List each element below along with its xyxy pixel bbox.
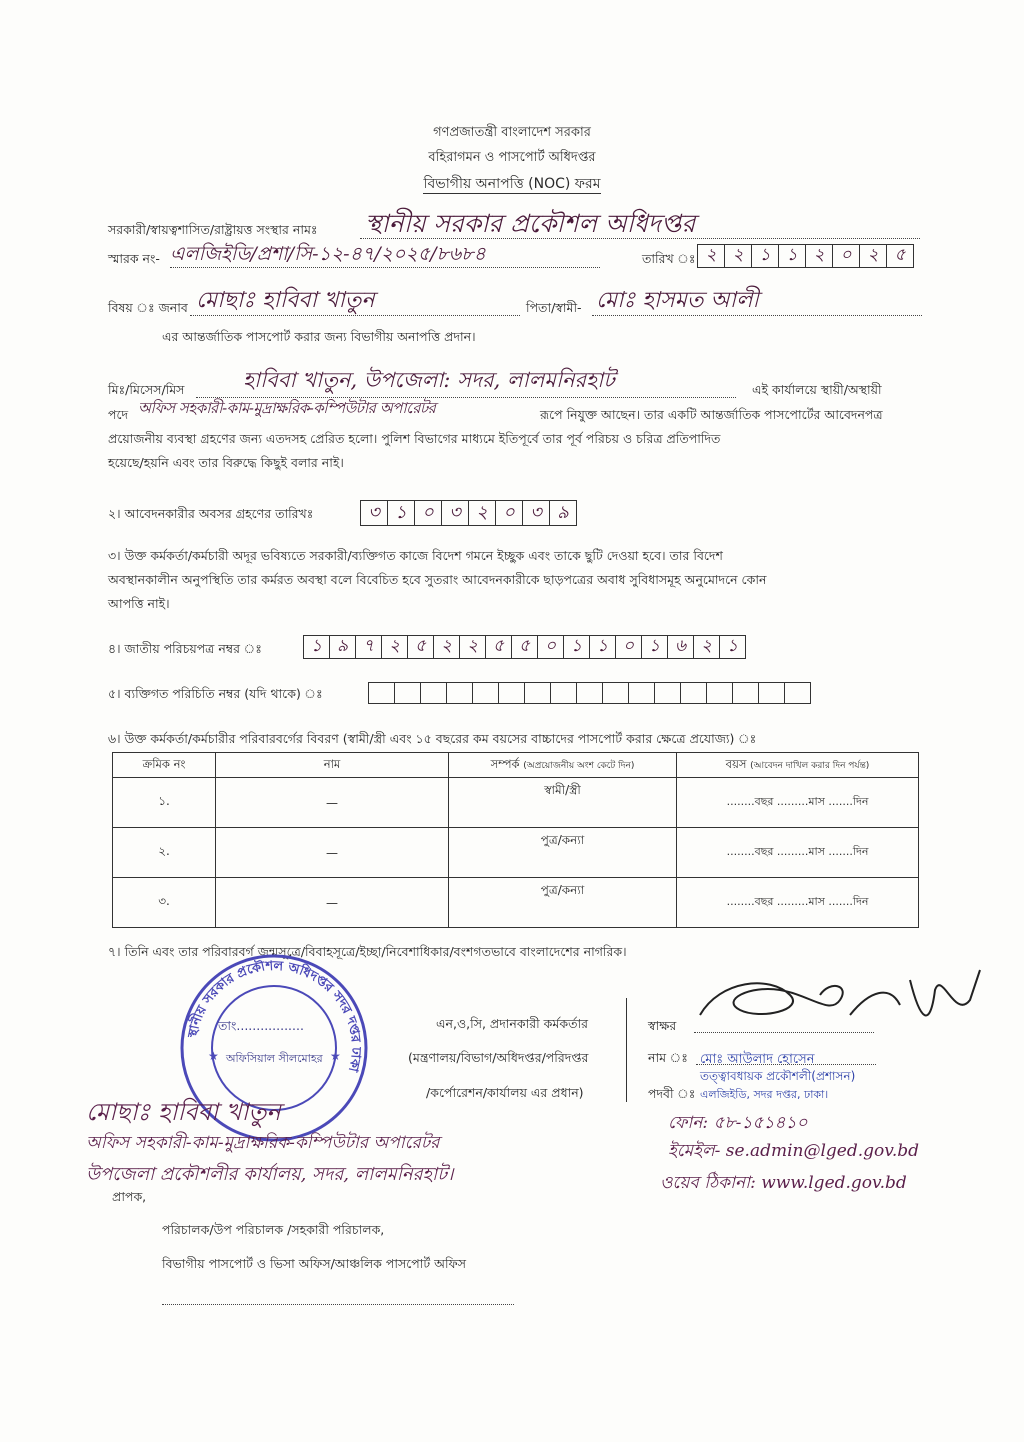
digit-box — [499, 682, 525, 704]
subject-underline — [190, 315, 520, 316]
digit-box — [525, 682, 551, 704]
digit-box — [473, 682, 499, 704]
svg-text:★: ★ — [330, 1049, 341, 1063]
hw-recipient-post: অফিস সহকারী-কাম-মুদ্রাক্ষরিক-কম্পিউটার অপারেটর — [86, 1133, 440, 1153]
contact-email: ইমেইল- se.admin@lged.gov.bd — [668, 1141, 920, 1161]
hw-recipient-name: মোছাঃ হাবিবা খাতুন — [86, 1098, 281, 1126]
digit-box: ১ — [564, 635, 590, 659]
para1-prefix: মিঃ/মিসেস/মিস — [108, 382, 185, 397]
date-boxes — [697, 244, 914, 268]
row-serial: ১. — [113, 778, 216, 828]
digit-box: ৫ — [887, 244, 914, 268]
row-serial: ৩. — [113, 878, 216, 928]
family-label: ৬। উক্ত কর্মকর্তা/কর্মচারীর পরিবারবর্গের বিবরণ (স্বামী/স্ত্রী এবং ১৫ বছরের কম বয়সের বাচ্চাদের পাসপোর্ট করার ক্ষেত্রে প্রযোজ্য) ঃ — [108, 731, 757, 746]
digit-box: ৯ — [330, 635, 356, 659]
header-department: বহিরাগমন ও পাসপোর্ট অধিদপ্তর — [428, 150, 596, 165]
digit-box — [733, 682, 759, 704]
digit-box: ০ — [538, 635, 564, 659]
citizenship-line: ৭। তিনি এবং তার পরিবারবর্গ জন্মসূত্রে/বিবাহসূত্রে/ইচ্ছা/নিবেশাধিকার/বংশগতভাবে বাংলাদেশের নাগরিক। — [108, 944, 627, 959]
relation-value: মোঃ হাসমত আলী — [596, 288, 759, 313]
row-relation: স্বামী/স্ত্রী — [449, 778, 677, 828]
row-age: ........বছর .........মাস .......দিন — [677, 878, 919, 928]
authority-line1: এন,ও,সি, প্রদানকারী কর্মকর্তার — [436, 1016, 588, 1031]
org-value: স্থানীয় সরকার প্রকৌশল অধিদপ্তর — [365, 209, 696, 238]
recipient-line2: বিভাগীয় পাসপোর্ট ও ভিসা অফিস/আঞ্চলিক পাসপোর্ট অফিস — [162, 1256, 466, 1271]
contact-phone: ফোন: ৫৮-১৫১৪১০ — [668, 1113, 808, 1133]
para1-hw-post: অফিস সহকারী-কাম-মুদ্রাক্ষরিক-কম্পিউটার অপারেটর — [138, 399, 436, 417]
digit-box: ৭ — [356, 635, 382, 659]
retirement-label: ২। আবেদনকারীর অবসর গ্রহণের তারিখঃ — [108, 506, 314, 521]
digit-box: ৩ — [442, 500, 469, 526]
digit-box — [785, 682, 811, 704]
para1-line2-prefix: পদে — [108, 407, 129, 422]
digit-box: ১ — [752, 244, 779, 268]
digit-box: ০ — [415, 500, 442, 526]
relation-underline — [592, 315, 922, 316]
memo-underline — [170, 267, 600, 268]
digit-box: ২ — [725, 244, 752, 268]
family-table-header — [113, 753, 919, 778]
col-serial: ক্রমিক নং — [113, 753, 216, 778]
svg-text:স্থানীয় সরকার প্রকৌশল অধিদপ্ত: স্থানীয় সরকার প্রকৌশল অধিদপ্তর সদর দপ্তর ঢাকা — [185, 958, 364, 1074]
signature-label: স্বাক্ষর — [648, 1018, 677, 1033]
contact-web: ওয়েব ঠিকানা: www.lged.gov.bd — [660, 1173, 907, 1193]
digit-box: ২ — [434, 635, 460, 659]
recipient-underline — [162, 1304, 514, 1305]
svg-text:★: ★ — [208, 1049, 219, 1063]
signatory-designation: তত্ত্বাবধায়ক প্রকৌশলী(প্রশাসন) — [700, 1069, 856, 1083]
subject-label: বিষয় ঃ জনাব — [108, 300, 188, 315]
memo-label: স্মারক নং- — [108, 251, 160, 266]
row-relation: পুত্র/কন্যা — [449, 878, 677, 928]
recipient-line1: পরিচালক/উপ পরিচালক /সহকারী পরিচালক, — [162, 1222, 385, 1237]
subject-line2: এর আন্তর্জাতিক পাসপোর্ট করার জন্য বিভাগীয় অনাপত্তি প্রদান। — [162, 329, 476, 344]
nid-label: ৪। জাতীয় পরিচয়পত্র নম্বর ঃ — [108, 641, 262, 656]
digit-box — [655, 682, 681, 704]
authority-line3: /কর্পোরেশন/কার্যালয় এর প্রধান) — [426, 1085, 584, 1100]
digit-box: ২ — [806, 244, 833, 268]
row-age: ........বছর .........মাস .......দিন — [677, 778, 919, 828]
digit-box: ২ — [697, 244, 725, 268]
table-row — [113, 878, 919, 928]
para1-line4: হয়েছে/হয়নি এবং তার বিরুদ্ধে কিছুই বলার নাই। — [108, 455, 344, 470]
digit-box: ০ — [833, 244, 860, 268]
signatory-office: এলজিইডি, সদর দপ্তর, ঢাকা। — [700, 1088, 829, 1101]
item3-line2: অবস্থানকালীন অনুপস্থিতি তার কর্মরত অবস্থা বলে বিবেচিত হবে সুতরাং আবেদনকারীকে ছাড়পত্রের অবাধ সুবিধাসমূহ অনুমোদনে কোন — [108, 572, 767, 587]
form-title: বিভাগীয় অনাপত্তি (NOC) ফরম — [423, 176, 601, 192]
para1-line3: প্রয়োজনীয় ব্যবস্থা গ্রহণের জন্য এতদসহ প্রেরিত হলো। পুলিশ বিভাগের মাধ্যমে ইতিপূর্বে তার পূর্ব পরিচয় ও চরিত্র প্রতিপাদিত — [108, 431, 721, 446]
para1-line2-suffix: রূপে নিযুক্ত আছেন। তার একটি আন্তর্জাতিক পাসপোর্টের আবেদনপত্র — [540, 407, 883, 422]
hw-recipient-office: উপজেলা প্রকৌশলীর কার্যালয়, সদর, লালমনিরহাট। — [86, 1164, 454, 1185]
signatory-name: মোঃ আউলাদ হোসেন — [700, 1052, 815, 1067]
para1-hw-name: হাবিবা খাতুন, উপজেলা: সদর, লালমনিরহাট — [243, 368, 615, 392]
row-name: — — [216, 828, 449, 878]
digit-box — [447, 682, 473, 704]
digit-box — [759, 682, 785, 704]
authority-line2: (মন্ত্রণালয়/বিভাগ/অধিদপ্তর/পরিদপ্তর — [408, 1050, 589, 1065]
signature-icon — [680, 960, 1010, 1050]
seal-caption: অফিসিয়াল সীলমোহর — [226, 1052, 323, 1065]
nid-boxes — [303, 635, 746, 659]
para1-suffix: এই কার্যালয়ে স্থায়ী/অস্থায়ী — [752, 382, 882, 397]
row-name: — — [216, 778, 449, 828]
digit-box: ৩ — [360, 500, 388, 526]
digit-box: ২ — [694, 635, 720, 659]
digit-box: ১ — [779, 244, 806, 268]
digit-box: ২ — [469, 500, 496, 526]
name-underline — [696, 1064, 876, 1065]
digit-box: ১ — [642, 635, 668, 659]
digit-box: ২ — [382, 635, 408, 659]
row-age: ........বছর .........মাস .......দিন — [677, 828, 919, 878]
digit-box — [681, 682, 707, 704]
seal-date: তাং................. — [218, 1018, 304, 1033]
row-serial: ২. — [113, 828, 216, 878]
digit-box — [368, 682, 395, 704]
table-row — [113, 828, 919, 878]
digit-box: ৯ — [550, 500, 577, 526]
digit-box: ৫ — [512, 635, 538, 659]
designation-label: পদবী ঃ — [648, 1086, 696, 1101]
digit-box — [577, 682, 603, 704]
date-label: তারিখ ঃ — [642, 251, 696, 266]
org-label: সরকারী/স্বায়ত্বশাসিত/রাষ্ট্রায়ত্ত সংস্থার নামঃ — [108, 222, 318, 237]
personal-id-label: ৫। ব্যক্তিগত পরিচিতি নম্বর (যদি থাকে) ঃ — [108, 686, 323, 701]
digit-box: ১ — [720, 635, 746, 659]
retirement-boxes — [360, 500, 577, 526]
digit-box: ২ — [860, 244, 887, 268]
digit-box — [421, 682, 447, 704]
digit-box: ০ — [496, 500, 523, 526]
header-govt: গণপ্রজাতন্ত্রী বাংলাদেশ সরকার — [433, 125, 591, 140]
col-relation: সম্পর্ক (অপ্রয়োজনীয় অংশ কেটে দিন) — [449, 753, 677, 778]
digit-box — [629, 682, 655, 704]
divider — [626, 998, 627, 1102]
digit-box — [395, 682, 421, 704]
table-row — [113, 778, 919, 828]
col-name: নাম — [216, 753, 449, 778]
digit-box — [551, 682, 577, 704]
subject-name: মোছাঃ হাবিবা খাতুন — [196, 288, 375, 313]
memo-value: এলজিইডি/প্রশা/সি-১২-৪৭/২০২৫/৮৬৮৪ — [170, 243, 486, 265]
digit-box: ৩ — [523, 500, 550, 526]
digit-box: ৬ — [668, 635, 694, 659]
digit-box: ২ — [460, 635, 486, 659]
digit-box: ১ — [388, 500, 415, 526]
digit-box — [707, 682, 733, 704]
family-table — [112, 752, 919, 928]
personal-id-boxes — [368, 682, 811, 704]
digit-box — [603, 682, 629, 704]
digit-box: ০ — [616, 635, 642, 659]
digit-box: ৫ — [408, 635, 434, 659]
recipient-label: প্রাপক, — [112, 1189, 147, 1204]
digit-box: ৫ — [486, 635, 512, 659]
col-age: বয়স (আবেদন দাখিল করার দিন পর্যন্ত) — [677, 753, 919, 778]
item3-line3: আপত্তি নাই। — [108, 596, 170, 611]
digit-box: ১ — [303, 635, 330, 659]
row-relation: পুত্র/কন্যা — [449, 828, 677, 878]
row-name: — — [216, 878, 449, 928]
digit-box: ১ — [590, 635, 616, 659]
item3-line1: ৩। উক্ত কর্মকর্তা/কর্মচারী অদূর ভবিষ্যতে সরকারী/ব্যক্তিগত কাজে বিদেশ গমনে ইচ্ছুক এবং তাকে ছুটি দেওয়া হবে। তার বিদেশ — [108, 548, 723, 563]
name-label: নাম ঃ — [648, 1050, 688, 1065]
relation-label: পিতা/স্বামী- — [526, 300, 582, 315]
